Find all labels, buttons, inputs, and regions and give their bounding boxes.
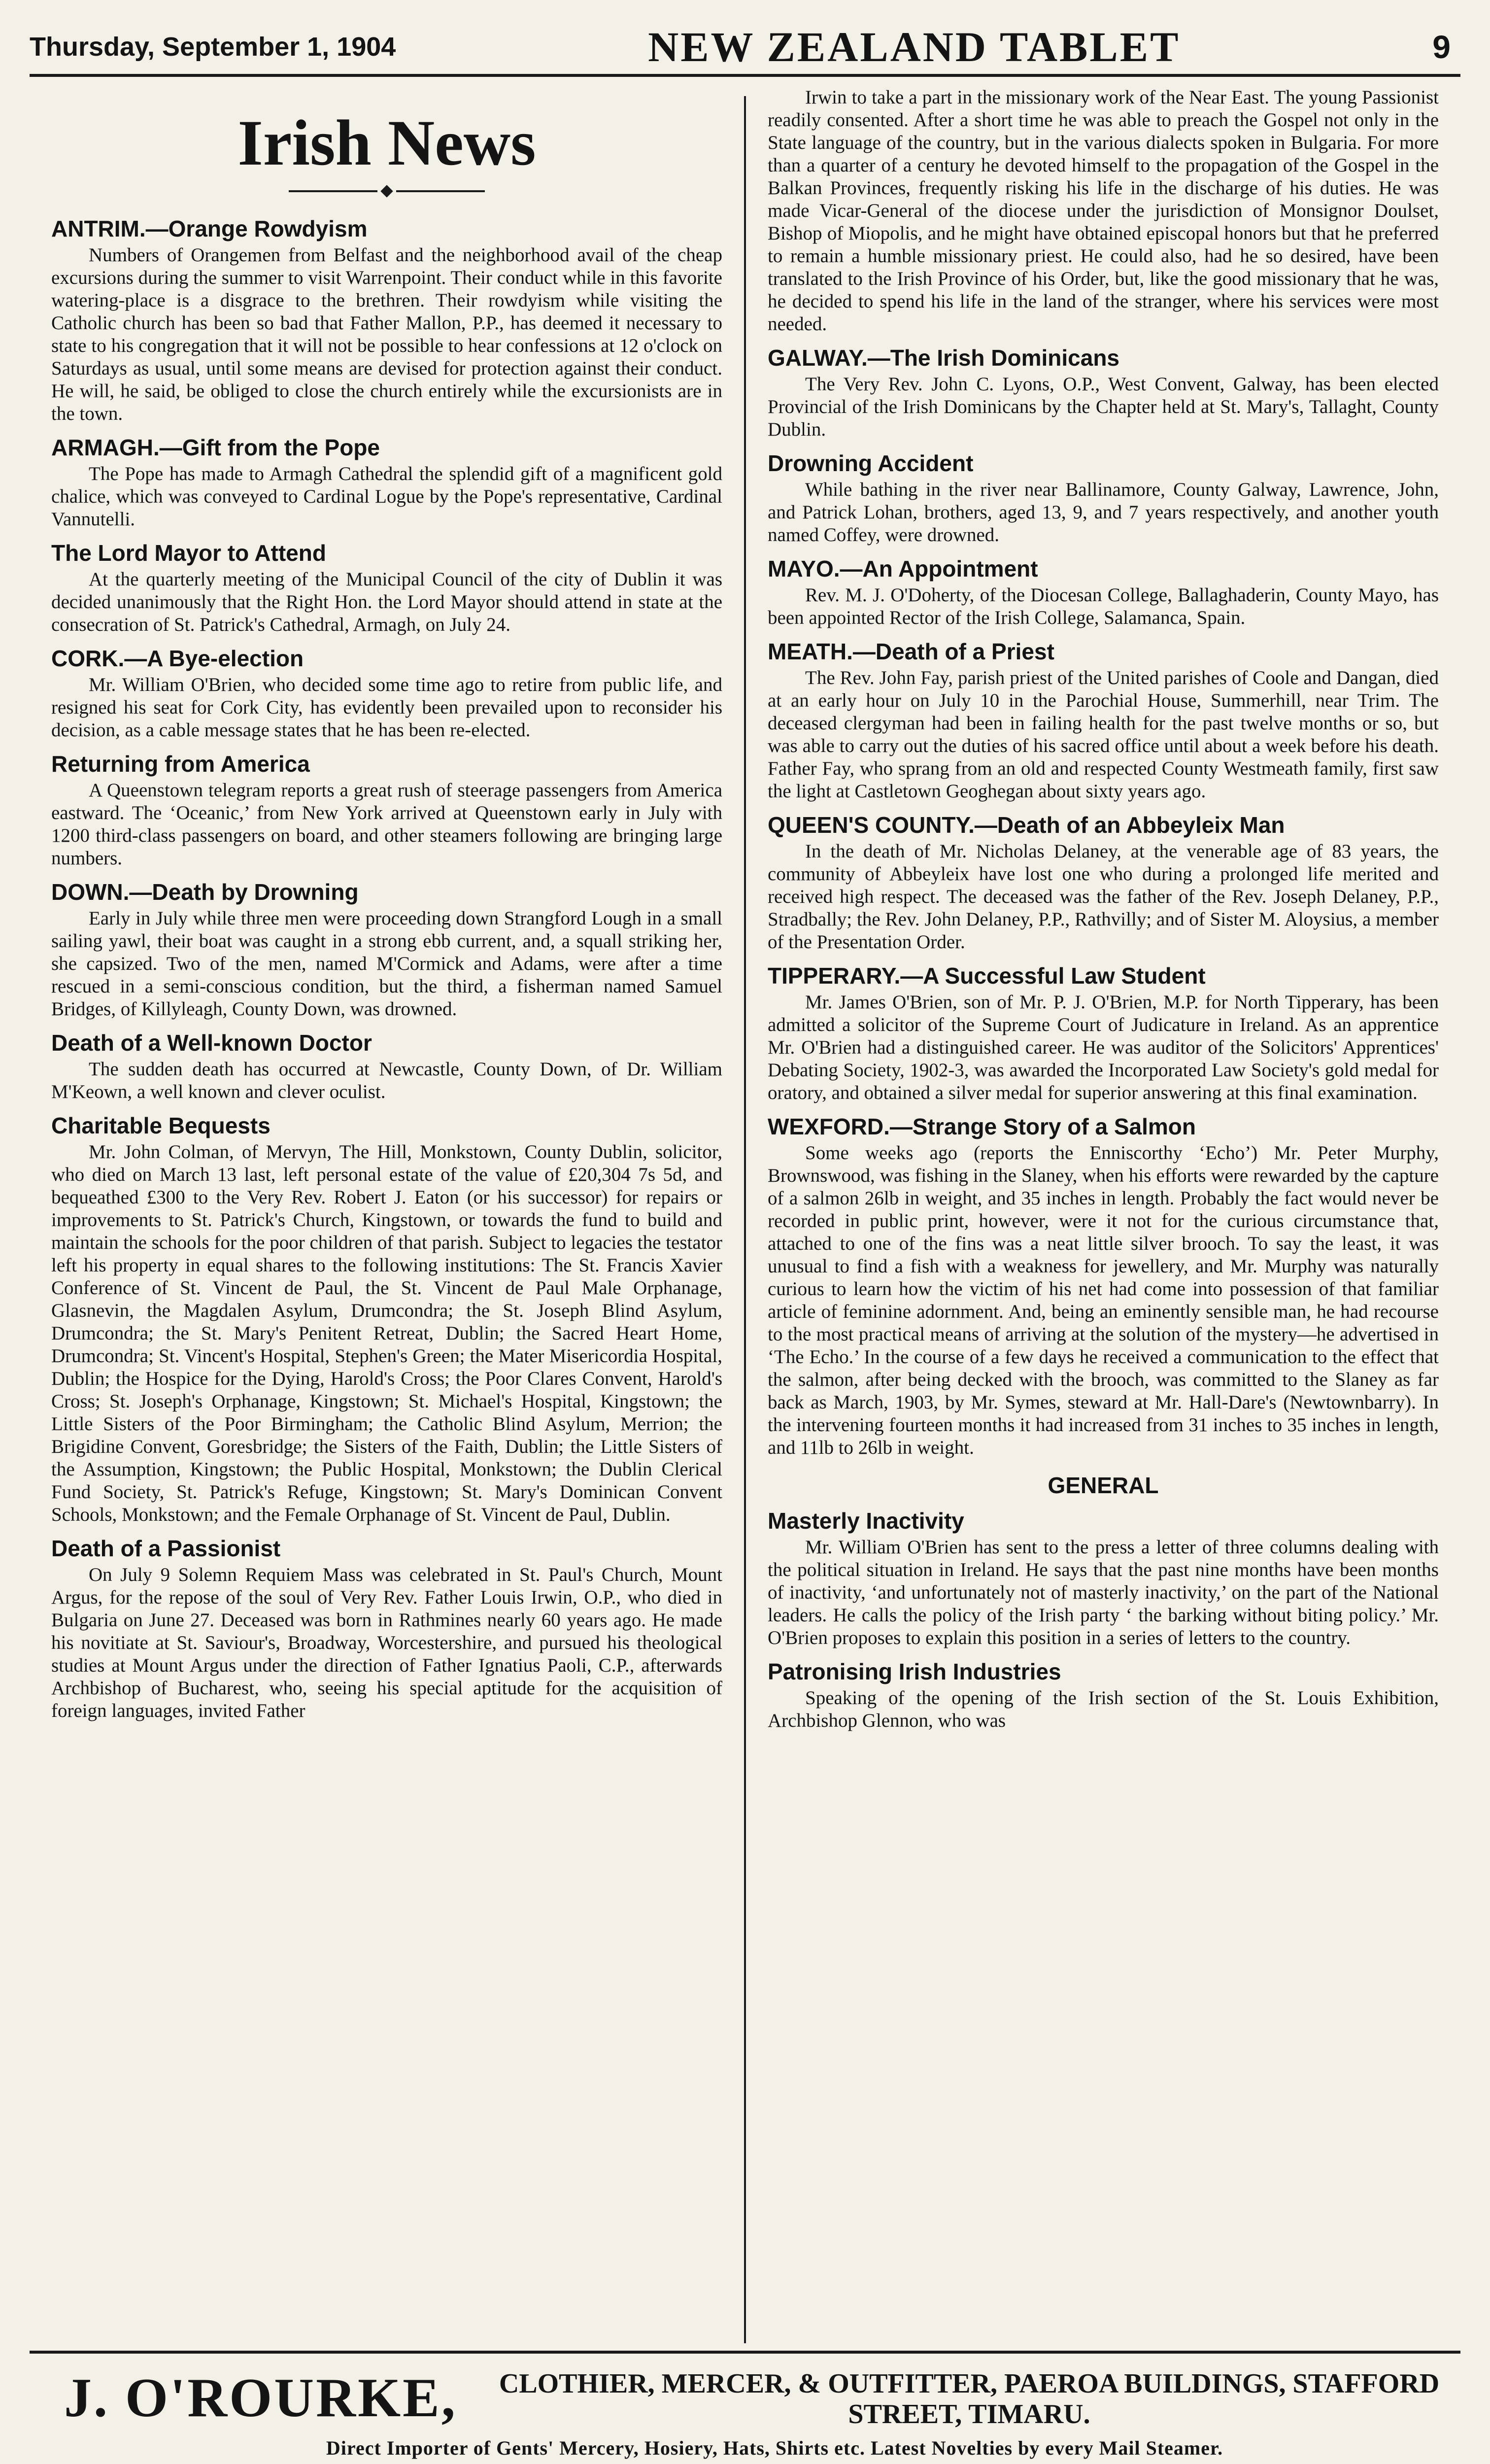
news-article bbox=[51, 215, 722, 425]
news-article bbox=[768, 344, 1439, 441]
article-headline: GALWAY.—The Irish Dominicans bbox=[768, 345, 1120, 371]
article-headline: Drowning Accident bbox=[768, 450, 974, 476]
masthead bbox=[30, 20, 1460, 77]
news-article bbox=[768, 450, 1439, 547]
news-article bbox=[51, 751, 722, 870]
article-paragraph: The sudden death has occurred at Newcastle, County Down, of Dr. William M'Keown, a well known and clever oculist. bbox=[51, 1059, 722, 1102]
news-article bbox=[51, 1112, 722, 1526]
news-article bbox=[51, 1535, 722, 1722]
article-headline: QUEEN'S COUNTY.—Death of an Abbeyleix Man bbox=[768, 812, 1285, 838]
article-headline: CORK.—A Bye-election bbox=[51, 646, 304, 671]
article-headline: WEXFORD.—Strange Story of a Salmon bbox=[768, 1114, 1196, 1139]
article-paragraph: A Queenstown telegram reports a great rush of steerage passengers from America eastward. The ‘Oceanic,’ from New York arrived at Queenstown early in July with 1200 third-class passengers on board, and other steamers following are bringing large numbers. bbox=[51, 780, 722, 869]
article-paragraph: The Very Rev. John C. Lyons, O.P., West Convent, Galway, has been elected Provincial of the Irish Dominicans by the Chapter held at St. Mary's, Tallaght, County Dublin. bbox=[768, 374, 1439, 440]
news-article bbox=[768, 1507, 1439, 1649]
article-headline: ARMAGH.—Gift from the Pope bbox=[51, 435, 380, 460]
article-paragraph: Mr. James O'Brien, son of Mr. P. J. O'Brien, M.P. for North Tipperary, has been admitted a solicitor of the Supreme Court of Judicature in Ireland. As an apprentice Mr. O'Brien had a distinguished career. He was auditor of the Solicitors' Apprentices' Debating Society, 1902-3, was awarded the Incorporated Law Society's gold medal for oratory, and obtained a silver medal for superior answering at this final examination. bbox=[768, 992, 1439, 1103]
news-article bbox=[51, 540, 722, 636]
article-headline: MEATH.—Death of a Priest bbox=[768, 639, 1054, 664]
column-right bbox=[746, 86, 1460, 2346]
article-headline: Patronising Irish Industries bbox=[768, 1659, 1061, 1684]
page-number: 9 bbox=[1432, 29, 1451, 65]
ornament-rule-left bbox=[289, 190, 377, 192]
article-paragraph: At the quarterly meeting of the Municipal Council of the city of Dublin it was decided unanimously that the Right Hon. the Lord Mayor should attend in state at the consecration of St. Patrick's Cathedral, Armagh, on July 24. bbox=[51, 569, 722, 635]
article-paragraph: The Rev. John Fay, parish priest of the United parishes of Coole and Dangan, died at an early hour on July 10 in the Parochial House, Summerhill, near Trim. The deceased clergyman had been in failing health for the past twelve months or so, but was able to carry out the duties of his sacred office until about a week before his death. Father Fay, who sprang from an old and respected County Westmeath family, first saw the light at Castletown Geoghegan about sixty years ago. bbox=[768, 667, 1439, 802]
column-left-articles bbox=[51, 215, 722, 1722]
column-left bbox=[30, 86, 744, 2346]
article-headline: DOWN.—Death by Drowning bbox=[51, 879, 359, 905]
article-paragraph: Early in July while three men were proceeding down Strangford Lough in a small sailing yawl, their boat was caught in a strong ebb current, and, a squall striking her, she capsized. Two of the men, named M'Cormick and Adams, were after a time rescued in a semi-conscious condition, but the third, a fisherman named Samuel Bridges, of Killyleagh, County Down, was drowned. bbox=[51, 908, 722, 1020]
news-article bbox=[51, 1029, 722, 1103]
ornament-rule-right bbox=[396, 190, 485, 192]
article-paragraph: Mr. William O'Brien has sent to the press a letter of three columns dealing with the political situation in Ireland. He says that the past nine months have been months of inactivity, ‘and unfortunately not of masterly inactivity,’ on the part of the National leaders. He calls the policy of the Irish party ‘ the barking without biting policy.’ Mr. O'Brien proposes to explain this position in a series of letters to the country. bbox=[768, 1537, 1439, 1648]
article-paragraph: Some weeks ago (reports the Enniscorthy ‘Echo’) Mr. Peter Murphy, Brownswood, was fishing in the Slaney, when his efforts were rewarded by the capture of a salmon 26lb in weight, and 35 inches in length. Probably the fact would never be recorded in public print, however, were it not for the curious circumstance that, attached to one of the fins was a neat little silver brooch. To say the least, it was unusual to find a fish with a weakness for jewellery, and Mr. Murphy was naturally curious to learn how the victim of his net had come into possession of that familiar article of feminine adornment. And, being an eminently sensible man, he had recourse to the most practical means of arriving at the solution of the mystery—he advertised in ‘The Echo.’ In the course of a few days he received a communication to the effect that the salmon, after being decked with the brooch, was committed to the Slaney as far back as March, 1903, by Mr. Symes, steward at Mr. Hall-Dare's (Newtownbarry). In the intervening fourteen months it had increased from 31 inches to 35 inches in length, and 11lb to 26lb in weight. bbox=[768, 1142, 1439, 1458]
ornament-divider bbox=[51, 187, 722, 196]
article-paragraph: Irwin to take a part in the missionary work of the Near East. The young Passionist readily consented. After a short time he was able to preach the Gospel not only in the State language of the country, but in the various dialects spoken in Bulgaria. For more than a quarter of a century he devoted himself to the propagation of the Gospel in the Balkan Provinces, frequently risking his life in the discharge of his duties. He was made Vicar-General of the diocese under the jurisdiction of Monsignor Doulset, Bishop of Miopolis, and he might have obtained episcopal honors but that he preferred to remain a humble missionary priest. He could also, had he so desired, have been translated to the Irish Province of his Order, but, like the good missionary that he was, he decided to spend his life in the land of the stranger, where his services were most needed. bbox=[768, 87, 1439, 335]
column-right-articles bbox=[768, 86, 1439, 1732]
group-heading: GENERAL bbox=[1048, 1472, 1159, 1498]
article-paragraph: On July 9 Solemn Requiem Mass was celebrated in St. Paul's Church, Mount Argus, for the repose of the soul of Very Rev. Father Louis Irwin, O.P., who died in Bulgaria on June 27. Deceased was born in Rathmines nearly 60 years ago. He made his novitiate at St. Saviour's, Broadway, Worcestershire, and pursued his theological studies at Mount Argus under the direction of Father Ignatius Paoli, C.P., afterwards Archbishop of Bucharest, who, seeing his special aptitude for the acquisition of foreign languages, invited Father bbox=[51, 1564, 722, 1721]
advertisement-main bbox=[30, 2368, 1460, 2430]
advertiser-name: J. O'ROURKE, bbox=[64, 2367, 457, 2429]
article-paragraph: Speaking of the opening of the Irish section of the St. Louis Exhibition, Archbishop Glennon, who was bbox=[768, 1687, 1439, 1731]
section-title: Irish News bbox=[237, 106, 536, 179]
news-article bbox=[51, 434, 722, 531]
article-headline: Masterly Inactivity bbox=[768, 1508, 964, 1534]
article-headline: TIPPERARY.—A Successful Law Student bbox=[768, 963, 1206, 989]
news-article bbox=[768, 812, 1439, 954]
newspaper-title: NEW ZEALAND TABLET bbox=[648, 23, 1181, 70]
news-article bbox=[768, 86, 1439, 336]
advertiser-details: CLOTHIER, MERCER, & OUTFITTER, PAEROA BUILDINGS, STAFFORD STREET, TIMARU. bbox=[499, 2368, 1440, 2430]
advertisement bbox=[30, 2351, 1460, 2464]
article-headline: Charitable Bequests bbox=[51, 1113, 271, 1138]
news-article bbox=[768, 1113, 1439, 1459]
article-paragraph: Mr. William O'Brien, who decided some time ago to retire from public life, and resigned his seat for Cork City, has evidently been prevailed upon to reconsider his decision, as a cable message states that he has been re-elected. bbox=[51, 674, 722, 741]
article-headline: ANTRIM.—Orange Rowdyism bbox=[51, 216, 368, 241]
article-paragraph: While bathing in the river near Ballinamore, County Galway, Lawrence, John, and Patrick Lohan, brothers, aged 13, 9, and 7 years respectively, and another youth named Coffey, were drowned. bbox=[768, 479, 1439, 546]
article-headline: Returning from America bbox=[51, 751, 310, 777]
news-article bbox=[768, 555, 1439, 629]
advertiser-tagline: Direct Importer of Gents' Mercery, Hosiery, Hats, Shirts etc. Latest Novelties by every Mail Steamer. bbox=[326, 2437, 1223, 2459]
issue-date: Thursday, September 1, 1904 bbox=[30, 32, 396, 62]
diamond-icon bbox=[380, 185, 393, 197]
article-headline: The Lord Mayor to Attend bbox=[51, 540, 326, 566]
page-content bbox=[30, 86, 1460, 2346]
article-headline: Death of a Passionist bbox=[51, 1536, 281, 1561]
article-paragraph: In the death of Mr. Nicholas Delaney, at the venerable age of 83 years, the community of Abbeyleix have lost one who during a prolonged life merited and received high respect. The deceased was the father of the Rev. Joseph Delaney, P.P., Stradbally; the Rev. John Delaney, P.P., Rathvilly; and of Sister M. Aloysius, a member of the Presentation Order. bbox=[768, 841, 1439, 953]
news-article bbox=[51, 645, 722, 742]
article-paragraph: The Pope has made to Armagh Cathedral the splendid gift of a magnificent gold chalice, which was conveyed to Cardinal Logue by the Pope's representative, Cardinal Vannutelli. bbox=[51, 463, 722, 530]
news-article bbox=[768, 638, 1439, 803]
article-paragraph: Mr. John Colman, of Mervyn, The Hill, Monkstown, County Dublin, solicitor, who died on March 13 last, left personal estate of the value of £20,304 7s 5d, and bequeathed £300 to the Very Rev. Robert J. Eaton (or his successor) for repairs or improvements to St. Patrick's Church, Kingstown, or towards the fund to build and maintain the schools for the poor children of that parish. Subject to legacies the testator left his property in equal shares to the following institutions: The St. Francis Xavier Conference of St. Vincent de Paul, the St. Vincent de Paul Male Orphanage, Glasnevin, the Magdalen Asylum, Drumcondra; the St. Joseph Blind Asylum, Drumcondra; the St. Mary's Penitent Retreat, Dublin; the Sacred Heart Home, Drumcondra; St. Vincent's Hospital, Stephen's Green; the Mater Misericordia Hospital, Dublin; the Hospice for the Dying, Harold's Cross; the Poor Clares Convent, Harold's Cross; St. Joseph's Orphanage, Kingstown; St. Michael's Hospital, Kingstown; the Little Sisters of the Poor Birmingham; the Catholic Blind Asylum, Merrion; the Brigidine Convent, Goresbridge; the Sisters of the Faith, Dublin; the Little Sisters of the Assumption, Kingstown; the Public Hospital, Monkstown; the Dublin Clerical Fund Society, St. Patrick's Refuge, Kingstown; St. Mary's Dominican Convent Schools, Monkstown; and the Female Orphanage of St. Vincent de Paul, Dublin. bbox=[51, 1141, 722, 1525]
article-headline: Death of a Well-known Doctor bbox=[51, 1030, 372, 1056]
news-article bbox=[768, 962, 1439, 1104]
news-article bbox=[768, 1658, 1439, 1732]
news-article bbox=[51, 879, 722, 1021]
article-paragraph: Rev. M. J. O'Doherty, of the Diocesan College, Ballaghaderin, County Mayo, has been appointed Rector of the Irish College, Salamanca, Spain. bbox=[768, 584, 1439, 628]
article-headline: MAYO.—An Appointment bbox=[768, 556, 1038, 582]
article-paragraph: Numbers of Orangemen from Belfast and the neighborhood avail of the cheap excursions during the summer to visit Warrenpoint. Their conduct while in this favorite watering-place is a disgrace to the brethren. Their rowdyism while visiting the Catholic church has been so bad that Father Mallon, P.P., has deemed it necessary to state to his congregation that it will not be possible to hear confessions at 12 o'clock on Saturdays as usual, until some means are devised for protection against their conduct. He will, he said, be obliged to close the church entirely while the excursionists are in the town. bbox=[51, 244, 722, 424]
